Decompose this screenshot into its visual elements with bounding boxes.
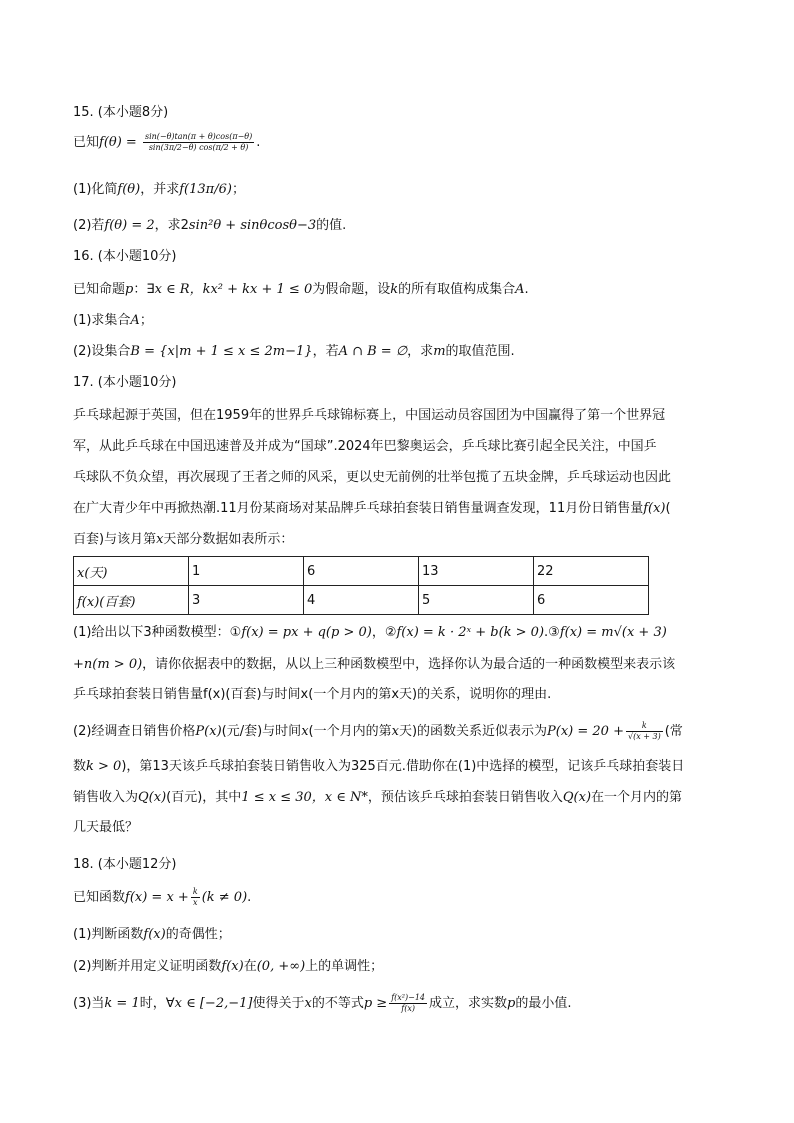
q15-header: [73, 103, 168, 123]
q15-fraction-den: sin(3π/2−θ) cos(π/2 + θ): [148, 143, 249, 152]
q18-p3-k: 的最小值.: [515, 996, 572, 1011]
q17-part2-line2: [73, 757, 684, 777]
q15-p2-e: 的值.: [316, 218, 347, 233]
q18-p3-j: p: [507, 996, 516, 1011]
table-row: [74, 586, 649, 615]
q16-statement: [73, 280, 529, 300]
q18-p2-e: 上的单调性；: [305, 959, 384, 974]
q18-p3-i: 成立，求实数: [429, 996, 508, 1011]
q16-stmt-a: 已知命题: [73, 282, 126, 297]
q17-data-table: [73, 556, 649, 615]
q17-price-fraction-den: √(x + 3): [627, 732, 661, 741]
q17-p1-l1-c: ，②: [371, 625, 397, 640]
q17-part2-line1: [73, 721, 683, 742]
q17-p2-l3-f: Q(x): [562, 790, 592, 805]
q16-p2-b: B = {x|m + 1 ≤ x ≤ 2m−1}: [130, 344, 313, 359]
q18-fraction-num: k: [192, 887, 198, 896]
q16-header: [73, 247, 177, 267]
q17-p1-l1-e: .③: [544, 625, 560, 640]
q18-part3: [73, 993, 572, 1014]
q17-para5-b: x: [156, 532, 164, 547]
q18-stmt-b: f(x) = x +: [125, 890, 189, 905]
q17-part1-line2: [73, 655, 675, 675]
q18-part2: [73, 957, 383, 977]
q18-p3-h: p ≥: [363, 996, 388, 1011]
q17-p2-l2-b: k > 0: [86, 759, 122, 774]
table-cell: 4: [304, 586, 419, 615]
q17-p2-l3-b: Q(x): [138, 790, 167, 805]
q17-para1: 乒乓球起源于英国，但在1959年的世界乒乓球锦标赛上，中国运动员容国团为中国赢得了第一个世界冠: [73, 408, 666, 423]
q17-price-fraction: [626, 721, 663, 742]
q15-end: .: [256, 135, 261, 150]
q15-func: f(θ) =: [99, 135, 137, 150]
q17-header-text: 17. (本小题10分): [73, 375, 177, 390]
q15-p1-e: ；: [231, 182, 245, 197]
q17-p1-l1-b: f(x) = px + q(p > 0): [241, 625, 372, 640]
q16-p1-c: ；: [139, 313, 153, 328]
table-cell: 1: [189, 557, 304, 586]
q17-p2-l2-c: )，第13天该乒乓球拍套装日销售收入为325百元.借助你在(1)中选择的模型，记该乒乓球拍套装日: [121, 759, 685, 774]
q17-p1-l3: 乒乓球拍套装日销售量f(x)(百套)与时间x(一个月内的第x天)的关系，说明你的理由.: [73, 687, 552, 702]
table-cell: 22: [534, 557, 649, 586]
q15-part2: [73, 216, 346, 236]
q18-p3-b: k = 1: [104, 996, 140, 1011]
table-cell: 6: [534, 586, 649, 615]
q16-stmt-g: 的所有取值构成集合: [398, 282, 516, 297]
q17-part2-line4: [73, 818, 138, 838]
q18-p3-g: 的不等式: [311, 996, 364, 1011]
q18-p3-f: x: [304, 996, 312, 1011]
table-cell: 6: [304, 557, 419, 586]
q17-para-line2: [73, 437, 657, 457]
table-cell: 13: [419, 557, 534, 586]
q18-ineq-fraction: [389, 993, 427, 1014]
q17-para2: 军，从此乒乓球在中国迅速普及并成为“国球”.2024年巴黎奥运会，乒乓球比赛引起全民关注，中国乒: [73, 439, 657, 454]
q16-stmt-f: k: [390, 282, 399, 297]
q17-para3: 乓球队不负众望，再次展现了王者之师的风采，更以史无前例的壮举包揽了五块金牌，乒乓球运动也因此: [73, 470, 672, 485]
q17-p1-l1-a: (1)给出以下3种函数模型：①: [73, 625, 242, 640]
q18-p2-d: (0, +∞): [256, 959, 306, 974]
q18-fraction: [191, 887, 200, 908]
q18-p3-a: (3)当: [73, 996, 105, 1011]
q18-stmt-c: (k ≠ 0): [201, 890, 248, 905]
table-cell: f(x)(百套): [74, 586, 189, 615]
q17-p2-l3-c: (百元)，其中: [166, 790, 242, 805]
q18-p1-a: (1)判断函数: [73, 927, 144, 942]
q16-p1-b: A: [130, 313, 140, 328]
q18-stmt-d: .: [247, 890, 252, 905]
q17-p1-l1-f: f(x) = m√(x + 3): [559, 625, 667, 640]
q15-header-text: 15. (本小题8分): [73, 105, 169, 120]
q18-header: [73, 855, 177, 875]
q15-intro: 已知: [73, 135, 100, 150]
q17-part1-line1: [73, 623, 667, 643]
q15-p2-c: ，求2: [154, 218, 189, 233]
q15-p1-d: f(13π/6): [179, 182, 232, 197]
q16-p2-a: (2)设集合: [73, 344, 131, 359]
q17-p1-l2-b: ，请你依据表中的数据，从以上三种函数模型中，选择你认为最合适的一种函数模型来表示该: [142, 657, 676, 672]
q18-header-text: 18. (本小题12分): [73, 857, 177, 872]
q17-p2-l1-a: (2)经调查日销售价格: [73, 724, 196, 739]
q15-p2-a: (2)若: [73, 218, 105, 233]
q17-p2-l1-i: (常: [664, 724, 683, 739]
q18-part1: [73, 925, 231, 945]
q17-para-line3: [73, 468, 671, 488]
q16-part2: [73, 342, 515, 362]
q17-p1-l2-a: +n(m > 0): [73, 657, 143, 672]
q16-p2-e: ，求: [407, 344, 434, 359]
q16-p2-c: ，若: [312, 344, 339, 359]
q17-para-line5: [73, 530, 293, 550]
q16-stmt-e: 为假命题，设: [312, 282, 391, 297]
q15-part1: [73, 180, 245, 200]
q18-stmt-a: 已知函数: [73, 890, 126, 905]
q16-p2-d: A ∩ B = ∅: [338, 344, 408, 359]
q16-stmt-i: .: [524, 282, 529, 297]
q17-part1-line3: [73, 685, 551, 705]
q17-p1-l1-d: f(x) = k · 2ˣ + b(k > 0): [396, 625, 545, 640]
q17-p2-l3-d: 1 ≤ x ≤ 30，x ∈ N*: [241, 790, 368, 805]
q17-para5-a: 百套)与该月第: [73, 532, 157, 547]
q16-p2-g: 的取值范围.: [445, 344, 515, 359]
q18-p1-c: 的奇偶性；: [165, 927, 231, 942]
q17-p2-l1-f: x: [391, 724, 399, 739]
q17-p2-l3-e: ，预估该乒乓球拍套装日销售收入: [367, 790, 563, 805]
q17-p2-l1-d: x: [301, 724, 309, 739]
q17-p2-l1-g: 天)的函数关系近似表示为: [398, 724, 548, 739]
q18-statement: [73, 887, 251, 908]
q17-price-fraction-num: k: [626, 721, 663, 732]
q18-p1-b: f(x): [143, 927, 166, 942]
q15-p2-b: f(θ) = 2: [104, 218, 155, 233]
q16-part1: [73, 311, 153, 331]
q15-p2-d: sin²θ + sinθcosθ−3: [188, 218, 317, 233]
q15-p1-a: (1)化简: [73, 182, 118, 197]
q15-fraction-num: sin(−θ)tan(π + θ)cos(π−θ): [144, 132, 253, 141]
q17-p2-l1-h: P(x) = 20 +: [547, 724, 624, 739]
q17-p2-l1-b: P(x): [195, 724, 222, 739]
q17-para-line4: [73, 499, 671, 519]
q18-p3-d: x ∈ [−2,−1]: [174, 996, 253, 1011]
q18-ineq-fraction-den: f(x): [401, 1004, 415, 1013]
q16-stmt-h: A: [515, 282, 525, 297]
q17-para4-a: 在广大青少年中再掀热潮.11月份某商场对某品牌乒乓球拍套装日销售量调查发现，11月份日销售量: [73, 501, 644, 516]
q16-p2-f: m: [433, 344, 446, 359]
table-cell: 3: [189, 586, 304, 615]
q17-para5-c: 天部分数据如表所示：: [163, 532, 294, 547]
q18-p2-c: 在: [243, 959, 257, 974]
table-cell: 5: [419, 586, 534, 615]
q15-p1-b: f(θ): [117, 182, 141, 197]
q18-ineq-fraction-num: f(x²)−14: [391, 993, 426, 1002]
q17-p2-l3-g: 在一个月内的第: [591, 790, 683, 805]
q18-p3-e: 使得关于: [252, 996, 305, 1011]
q17-para-line1: [73, 406, 665, 426]
q16-header-text: 16. (本小题10分): [73, 249, 177, 264]
q15-fraction: [143, 132, 254, 153]
q15-statement: [73, 132, 260, 153]
q17-p2-l1-e: (一个月内的第: [308, 724, 392, 739]
q16-stmt-d: x ∈ R，kx² + kx + 1 ≤ 0: [154, 282, 313, 297]
q17-p2-l2-a: 数: [73, 759, 87, 774]
q16-stmt-c: ：∃: [133, 282, 155, 297]
q18-p2-a: (2)判断并用定义证明函数: [73, 959, 222, 974]
table-row: [74, 557, 649, 586]
q17-p2-l4: 几天最低？: [73, 820, 139, 835]
q15-p1-c: ，并求: [140, 182, 180, 197]
q18-fraction-den: x: [193, 898, 198, 907]
q17-part2-line3: [73, 788, 682, 808]
q17-p2-l3-a: 销售收入为: [73, 790, 139, 805]
q17-p2-l1-c: (元/套)与时间: [221, 724, 302, 739]
q18-p3-c: 时，∀: [139, 996, 175, 1011]
q16-p1-a: (1)求集合: [73, 313, 131, 328]
q17-para4-b: f(x): [643, 501, 666, 516]
q18-p2-b: f(x): [221, 959, 244, 974]
q16-stmt-b: p: [125, 282, 134, 297]
q17-header: [73, 373, 177, 393]
q17-para4-c: (: [665, 501, 671, 516]
table-cell: x(天): [74, 557, 189, 586]
